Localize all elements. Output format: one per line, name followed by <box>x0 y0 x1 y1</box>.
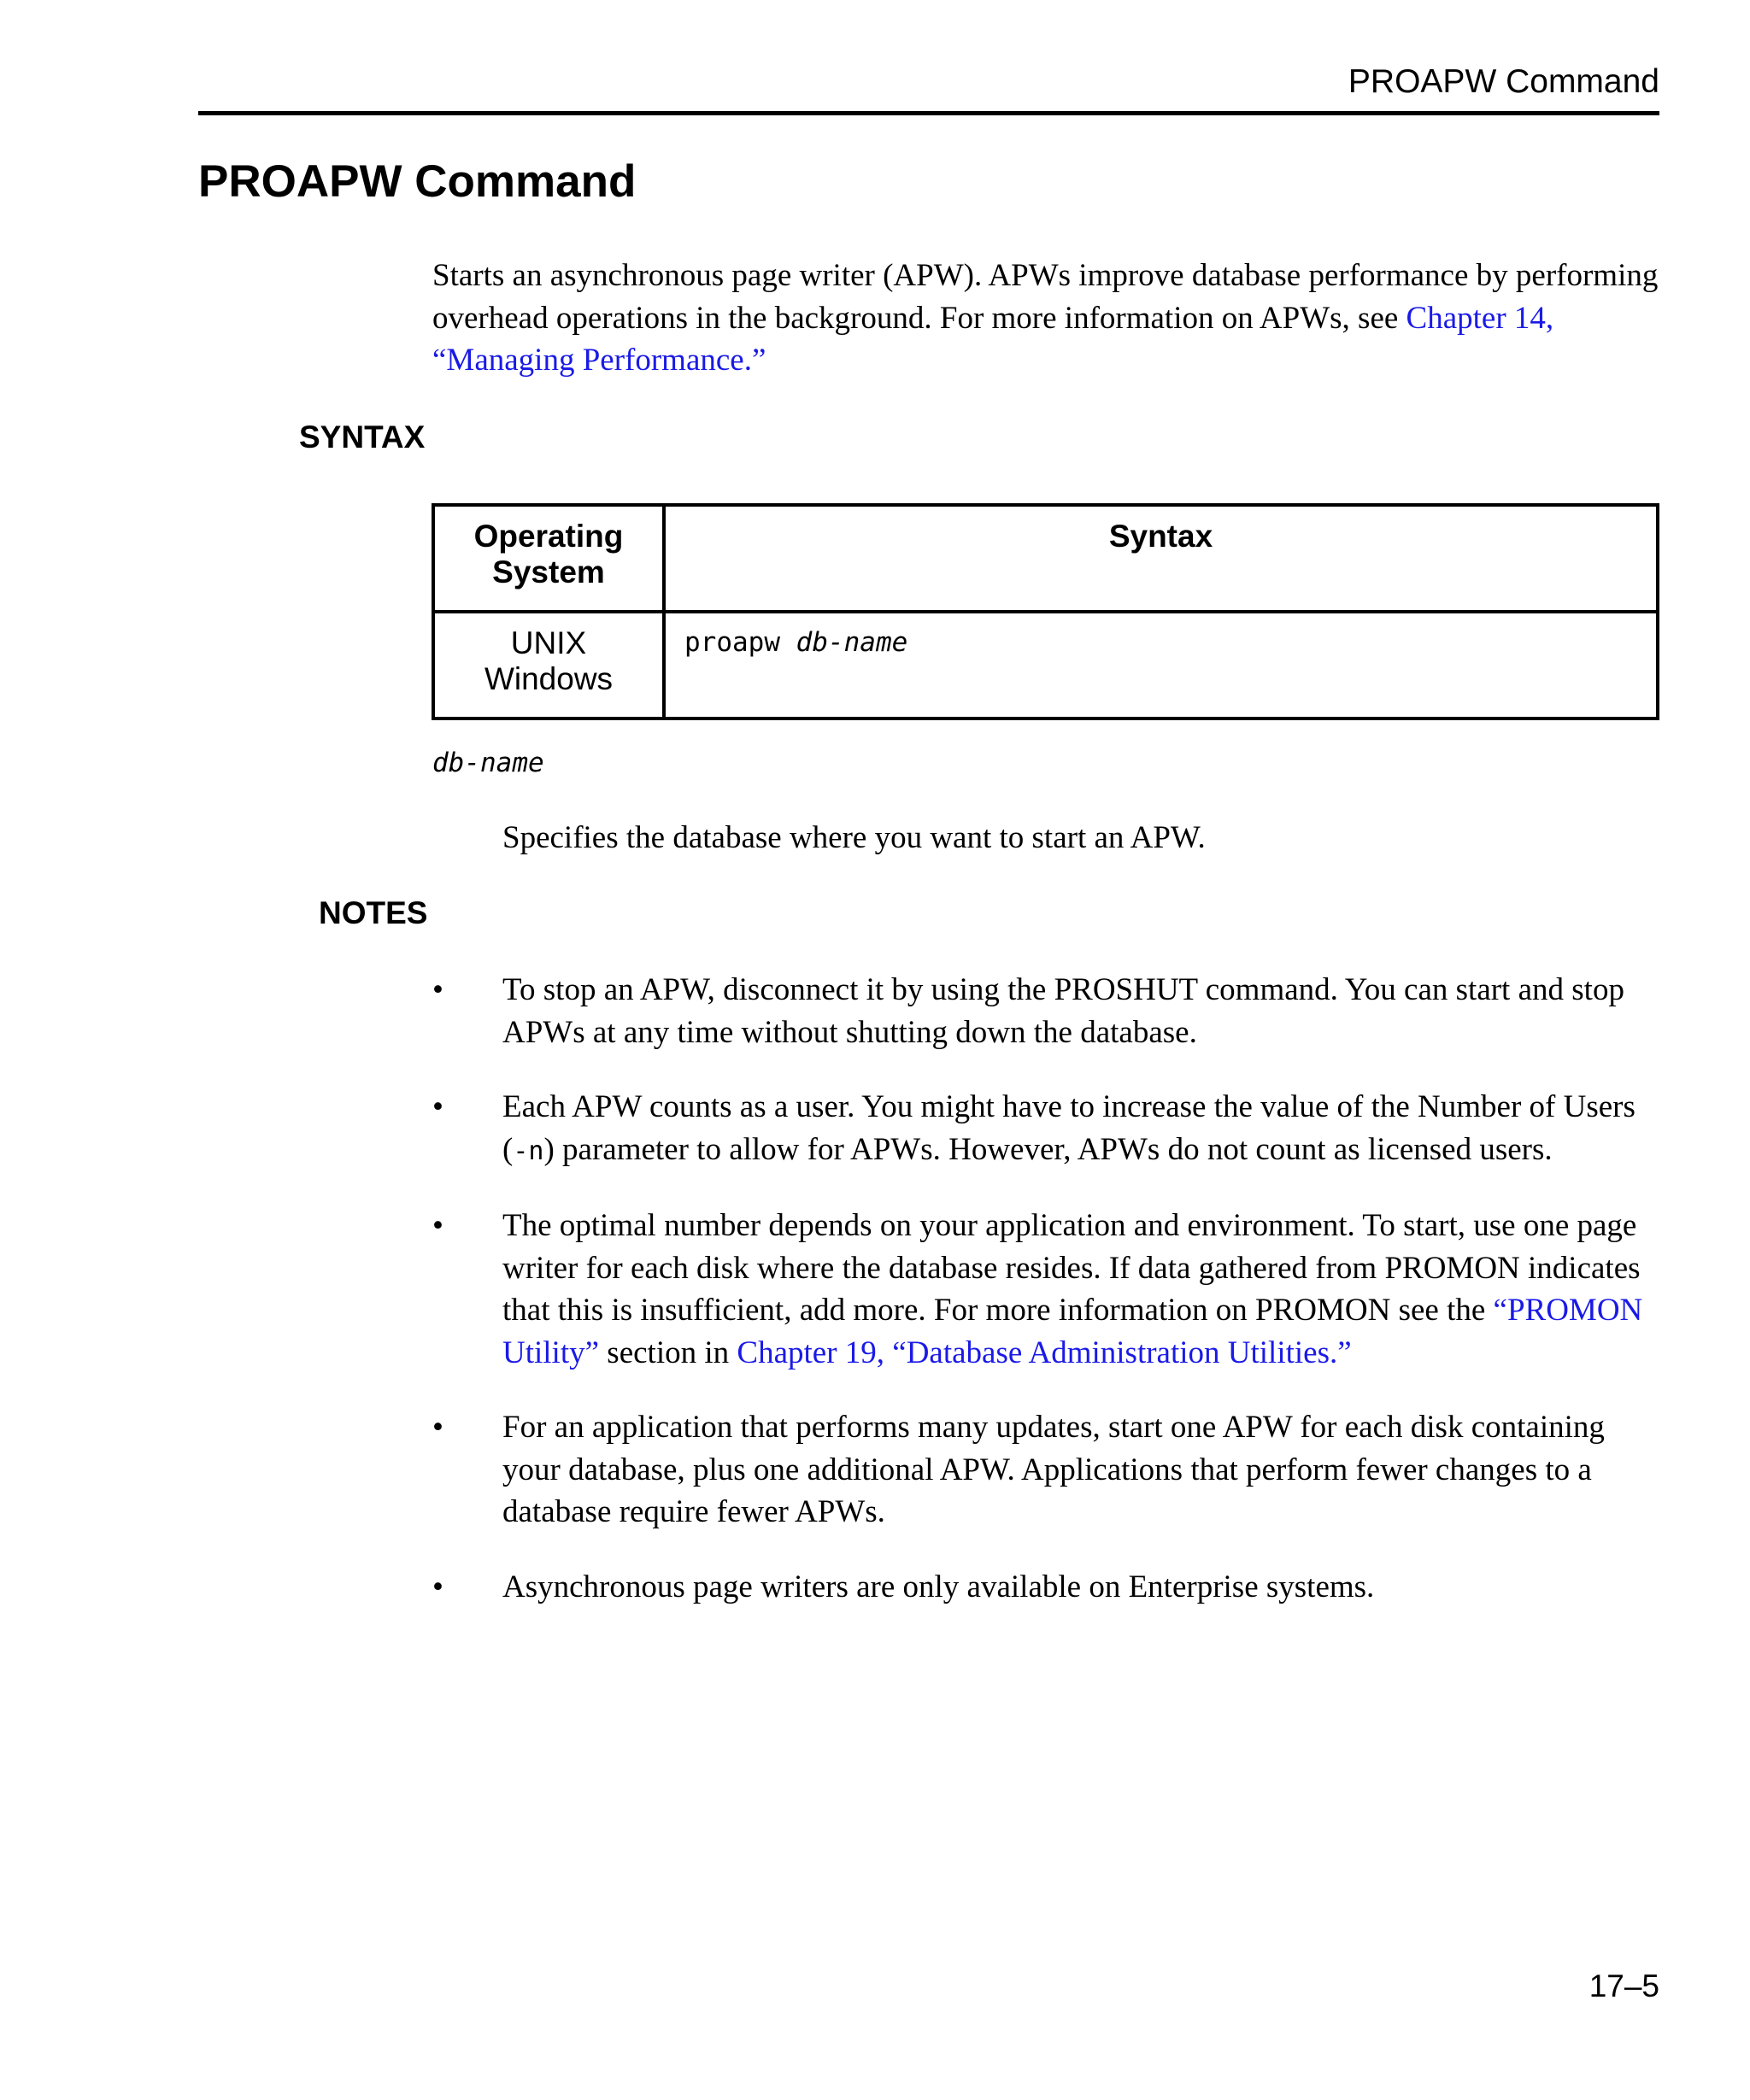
syntax-command: proapw <box>684 627 780 658</box>
note-item <box>432 1205 1663 1374</box>
note-text: To stop an APW, disconnect it by using the PROSHUT command. You can start and stop APWs at any time without shutting down the database. <box>502 972 1624 1050</box>
bullet-icon: • <box>432 1208 443 1243</box>
bullet-icon: • <box>432 1089 443 1124</box>
header-rule <box>198 111 1659 115</box>
syntax-argument: db-name <box>796 627 908 658</box>
notes-list <box>432 969 1663 1640</box>
note-text: Asynchronous page writers are only available on Enterprise systems. <box>502 1569 1375 1604</box>
parameter-term: db-name <box>432 748 544 778</box>
notes-heading: NOTES <box>319 895 428 930</box>
parameter-description: Specifies the database where you want to start an APW. <box>502 820 1206 855</box>
note-text: ) parameter to allow for APWs. However, APWs do not count as licensed users. <box>543 1131 1553 1167</box>
promon-utility-link[interactable]: “PROMON Utility” <box>502 1293 1643 1370</box>
chapter-14-link[interactable]: Chapter 14, “Managing Performance.” <box>432 300 1554 378</box>
parameter-code: -n <box>513 1135 544 1166</box>
intro-text: Starts an asynchronous page writer (APW). APWs improve database performance by performing overhead operations in the background. For more information on APWs, see <box>432 258 1659 336</box>
bullet-icon: • <box>432 1410 443 1445</box>
note-text: The optimal number depends on your application and environment. To start, use one page writer for each disk where the database resides. If data gathered from PROMON indicates that this is insufficient, add more. For more information on PROMON see the <box>502 1208 1641 1328</box>
bullet-icon: • <box>432 1569 443 1604</box>
note-item <box>432 1086 1663 1172</box>
page-title: PROAPW Command <box>198 156 637 207</box>
chapter-19-link[interactable]: Chapter 19, “Database Administration Utilities.” <box>737 1334 1352 1370</box>
os-unix: UNIX <box>510 625 587 660</box>
note-item <box>432 1406 1663 1534</box>
note-item <box>432 969 1663 1053</box>
bullet-icon: • <box>432 972 443 1007</box>
note-text: For an application that performs many updates, start one APW for each disk containing your database, plus one additional APW. Applications that perform fewer changes to a database require fewer APWs. <box>502 1410 1605 1529</box>
running-header: PROAPW Command <box>1348 63 1659 100</box>
column-header-syntax: Syntax <box>664 505 1658 612</box>
syntax-heading: SYNTAX <box>299 419 426 455</box>
note-text: Each APW counts as a user. You might have to increase the value of the Number of Users ( <box>502 1089 1635 1167</box>
note-item <box>432 1566 1663 1609</box>
intro-paragraph <box>432 255 1663 382</box>
note-text: section in <box>599 1334 737 1370</box>
os-windows: Windows <box>484 661 614 696</box>
column-header-operating-system <box>433 505 664 612</box>
os-cell <box>433 612 664 719</box>
syntax-table <box>432 503 1659 720</box>
column-header-os-label: Operating System <box>473 519 624 590</box>
syntax-cell <box>664 612 1658 719</box>
page-number: 17–5 <box>1589 1968 1659 2003</box>
